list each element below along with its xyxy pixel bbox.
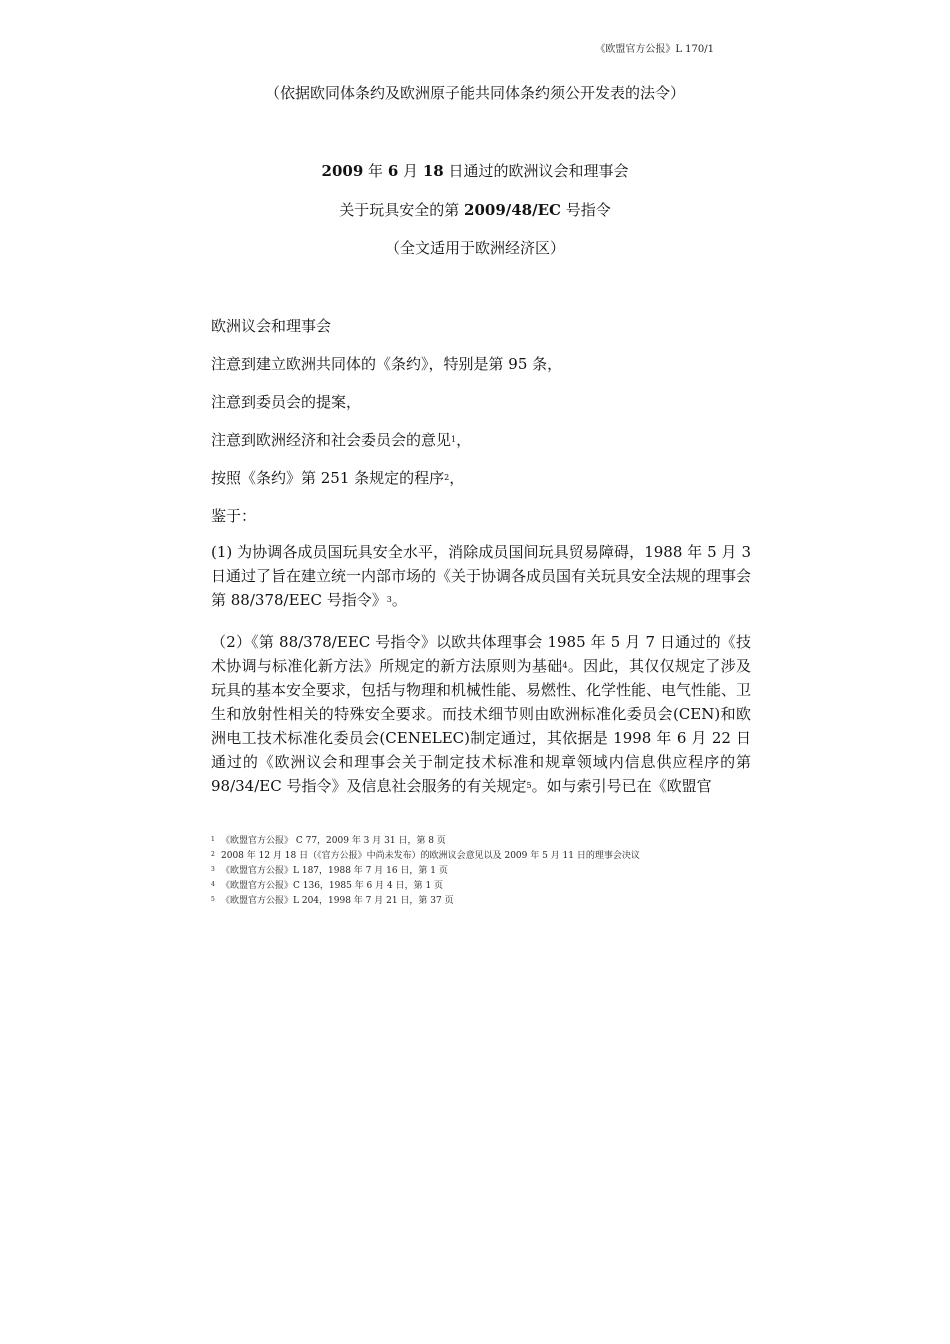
title-line1-rest: 日通过的欧洲议会和理事会 xyxy=(443,162,629,180)
footnote xyxy=(211,848,771,863)
document-title-line2 xyxy=(0,199,950,220)
recital-opinion-end: ， xyxy=(456,431,472,449)
title-day: 18 xyxy=(422,162,444,180)
recital-opinion-text: 注意到欧洲经济和社会委员会的意见 xyxy=(211,431,452,449)
paragraph-2-text-a: （2）《第 88/378/EEC 号指令》以欧共体理事会 1985 年 5 月 7 日通过的《技术协调与标准化新方法》所规定的新方法原则为基础 xyxy=(211,633,751,675)
title-month: 6 xyxy=(387,162,399,180)
recital-procedure-text: 按照《条约》第 251 条规定的程序 xyxy=(211,469,445,487)
issuing-authorities: 欧洲议会和理事会 xyxy=(211,317,332,335)
paragraph-1 xyxy=(211,540,751,612)
title-year-unit: 年 xyxy=(363,162,388,180)
recital-proposal: 注意到委员会的提案， xyxy=(211,393,362,411)
journal-reference: 《欧盟官方公报》L 170/1 xyxy=(595,44,714,55)
paragraph-1-end: 。 xyxy=(391,591,407,609)
footnote-number: 2 xyxy=(211,851,215,858)
footnote xyxy=(211,893,771,908)
preamble-note: （依据欧同体条约及欧洲原子能共同体条约须公开发表的法令） xyxy=(264,84,685,102)
footnote-number: 4 xyxy=(211,881,215,888)
paragraph-2-text-b: 。因此，其仅仅规定了涉及玩具的基本安全要求，包括与物理和机械性能、易燃性、化学性能、电气性能、卫生和放射性相关的特殊安全要求。而技术细节则由欧洲标准化委员会(CEN)和欧洲电工技术标准化委员会(CENELEC)制定通过，其依据是 1998 年 6 月 22 日通过的《欧洲议会和理事会关于制定技术标准和规章领域内信息供应程序的第 98/34/EC 号指令》及信息社会服务的有关规定 xyxy=(211,657,752,795)
eea-relevance-note: （全文适用于欧洲经济区） xyxy=(384,239,565,257)
title-year: 2009 xyxy=(321,162,364,180)
footnote-text: 2008 年 12 月 18 日（《官方公报》中尚未发布）的欧洲议会意见以及 2009 年 5 月 11 日的理事会决议 xyxy=(221,851,640,861)
footnote-ref-5: 5 xyxy=(526,781,532,790)
whereas-heading: 鉴于： xyxy=(211,507,257,525)
title-month-unit: 月 xyxy=(398,162,423,180)
title-line2-pre: 关于玩具安全的第 xyxy=(339,201,465,219)
paragraph-2-text-c: 。如与索引号已在《欧盟官 xyxy=(531,777,712,795)
footnote xyxy=(211,878,771,893)
footnotes xyxy=(211,833,771,908)
footnote-text: 《欧盟官方公报》L 187，1988 年 7 月 16 日，第 1 页 xyxy=(221,866,448,876)
recital-treaty: 注意到建立欧洲共同体的《条约》，特别是第 95 条， xyxy=(211,355,563,373)
recital-procedure-end: ， xyxy=(449,469,465,487)
footnote-text: 《欧盟官方公报》 C 77，2009 年 3 月 31 日，第 8 页 xyxy=(221,836,446,846)
document-title-line1 xyxy=(0,160,950,181)
footnote xyxy=(211,863,771,878)
title-line2-post: 号指令 xyxy=(560,201,611,219)
paragraph-2 xyxy=(211,630,751,798)
recital-opinion xyxy=(211,429,751,450)
footnote-text: 《欧盟官方公报》L 204，1998 年 7 月 21 日，第 37 页 xyxy=(221,896,454,906)
footnote-text: 《欧盟官方公报》C 136，1985 年 6 月 4 日，第 1 页 xyxy=(221,881,444,891)
footnote-number: 1 xyxy=(211,836,215,843)
footnote-ref-4: 4 xyxy=(562,661,568,670)
footnote-ref-1: 1 xyxy=(451,435,457,444)
recital-procedure xyxy=(211,467,751,488)
paragraph-1-text: (1) 为协调各成员国玩具安全水平，消除成员国间玩具贸易障碍，1988 年 5 月 3 日通过了旨在建立统一内部市场的《关于协调各成员国有关玩具安全法规的理事会第 88/378/EEC 号指令》 xyxy=(211,543,752,609)
directive-number: 2009/48/EC xyxy=(464,201,561,219)
footnote-ref-2: 2 xyxy=(444,473,450,482)
footnote xyxy=(211,833,771,848)
footnote-number: 5 xyxy=(211,896,215,903)
footnote-number: 3 xyxy=(211,866,215,873)
footnote-ref-3: 3 xyxy=(386,595,392,604)
